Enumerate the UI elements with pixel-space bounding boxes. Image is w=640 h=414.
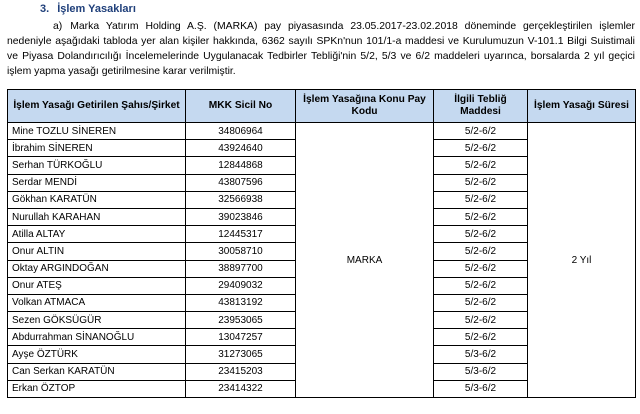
mkk-sicil-no: 39023846 bbox=[186, 208, 296, 225]
pay-kodu-cell: MARKA bbox=[296, 123, 434, 398]
mkk-sicil-no: 13047257 bbox=[186, 329, 296, 346]
person-name: Serdar MENDİ bbox=[8, 174, 186, 191]
person-name: İbrahim SİNEREN bbox=[8, 140, 186, 157]
mkk-sicil-no: 12844868 bbox=[186, 157, 296, 174]
teblig-maddesi: 5/2-6/2 bbox=[434, 260, 528, 277]
person-name: Nurullah KARAHAN bbox=[8, 208, 186, 225]
teblig-maddesi: 5/2-6/2 bbox=[434, 157, 528, 174]
person-name: Oktay ARGINDOĞAN bbox=[8, 260, 186, 277]
person-name: Mine TOZLU SİNEREN bbox=[8, 123, 186, 140]
section-title: İşlem Yasakları bbox=[57, 3, 136, 15]
person-name: Onur ATEŞ bbox=[8, 277, 186, 294]
mkk-sicil-no: 29409032 bbox=[186, 277, 296, 294]
teblig-maddesi: 5/2-6/2 bbox=[434, 140, 528, 157]
header-teblig: İlgili Tebliğ Maddesi bbox=[434, 90, 528, 123]
person-name: Gökhan KARATÜN bbox=[8, 191, 186, 208]
teblig-maddesi: 5/2-6/2 bbox=[434, 294, 528, 311]
decision-paragraph bbox=[7, 19, 635, 79]
paragraph-label: a) bbox=[53, 21, 63, 32]
mkk-sicil-no: 31273065 bbox=[186, 346, 296, 363]
person-name: Serhan TÜRKOĞLU bbox=[8, 157, 186, 174]
teblig-maddesi: 5/3-6/2 bbox=[434, 363, 528, 380]
teblig-maddesi: 5/2-6/2 bbox=[434, 208, 528, 225]
teblig-maddesi: 5/2-6/2 bbox=[434, 123, 528, 140]
ban-duration-cell: 2 Yıl bbox=[528, 123, 636, 398]
section-number: 3. bbox=[40, 3, 50, 15]
header-pay-kodu: İşlem Yasağına Konu Pay Kodu bbox=[296, 90, 434, 123]
mkk-sicil-no: 34806964 bbox=[186, 123, 296, 140]
person-name: Abdurrahman SİNANOĞLU bbox=[8, 329, 186, 346]
table-header-row bbox=[8, 90, 636, 123]
mkk-sicil-no: 43807596 bbox=[186, 174, 296, 191]
person-name: Ayşe ÖZTÜRK bbox=[8, 346, 186, 363]
person-name: Atilla ALTAY bbox=[8, 226, 186, 243]
mkk-sicil-no: 23415203 bbox=[186, 363, 296, 380]
person-name: Sezen GÖKSÜGÜR bbox=[8, 312, 186, 329]
person-name: Erkan ÖZTOP bbox=[8, 380, 186, 397]
header-mkk: MKK Sicil No bbox=[186, 90, 296, 123]
teblig-maddesi: 5/2-6/2 bbox=[434, 243, 528, 260]
mkk-sicil-no: 43924640 bbox=[186, 140, 296, 157]
teblig-maddesi: 5/2-6/2 bbox=[434, 191, 528, 208]
mkk-sicil-no: 23414322 bbox=[186, 380, 296, 397]
section-heading bbox=[40, 3, 136, 15]
mkk-sicil-no: 30058710 bbox=[186, 243, 296, 260]
person-name: Onur ALTIN bbox=[8, 243, 186, 260]
mkk-sicil-no: 32566938 bbox=[186, 191, 296, 208]
trading-ban-table bbox=[7, 89, 636, 398]
paragraph-text: Marka Yatırım Holding A.Ş. (MARKA) pay piyasasında 23.05.2017-23.02.2018 döneminde gerçekleştirilen işlemler nedeniyle aşağıdaki tabloda yer alan kişiler hakkında, 6362 sayılı SPKn'nun 101/1-a maddesi ve Kurulumuzun V-101.1 Bilgi Suistimali ve Piyasa Dolandırıcılığı İncelemelerinde Uygulanacak Tedbirler Tebliği'nin 5/2, 5/3 ve 6/2 maddeleri uyarınca, borsalarda 2 yıl geçici işlem yapma yasağı getirilmesine karar verilmiştir. bbox=[7, 21, 635, 77]
header-sure: İşlem Yasağı Süresi bbox=[528, 90, 636, 123]
table-row bbox=[8, 123, 636, 140]
mkk-sicil-no: 12445317 bbox=[186, 226, 296, 243]
person-name: Can Serkan KARATÜN bbox=[8, 363, 186, 380]
teblig-maddesi: 5/2-6/2 bbox=[434, 329, 528, 346]
mkk-sicil-no: 23953065 bbox=[186, 312, 296, 329]
teblig-maddesi: 5/2-6/2 bbox=[434, 174, 528, 191]
teblig-maddesi: 5/2-6/2 bbox=[434, 226, 528, 243]
mkk-sicil-no: 43813192 bbox=[186, 294, 296, 311]
header-person: İşlem Yasağı Getirilen Şahıs/Şirket bbox=[8, 90, 186, 123]
teblig-maddesi: 5/3-6/2 bbox=[434, 380, 528, 397]
mkk-sicil-no: 38897700 bbox=[186, 260, 296, 277]
teblig-maddesi: 5/2-6/2 bbox=[434, 277, 528, 294]
teblig-maddesi: 5/2-6/2 bbox=[434, 312, 528, 329]
teblig-maddesi: 5/3-6/2 bbox=[434, 346, 528, 363]
person-name: Volkan ATMACA bbox=[8, 294, 186, 311]
